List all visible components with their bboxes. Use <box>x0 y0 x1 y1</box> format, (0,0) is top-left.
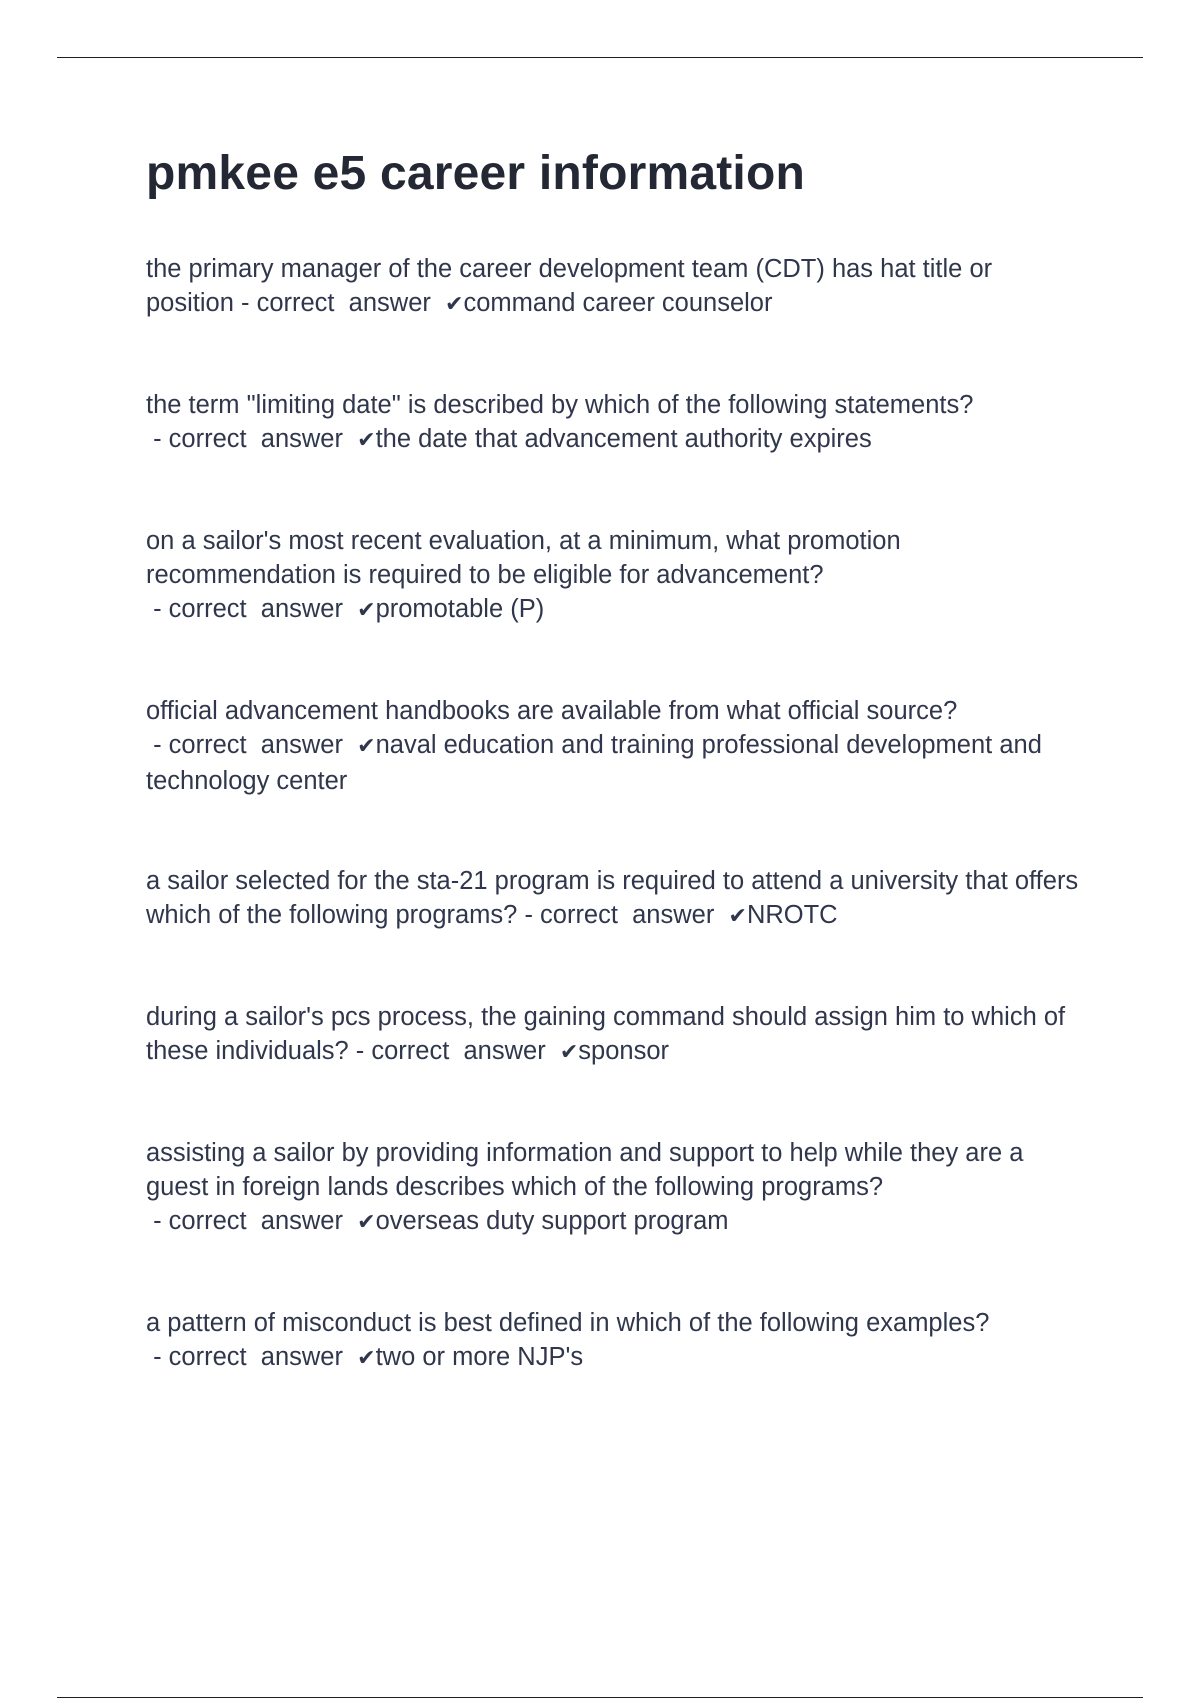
answer-text: the date that advancement authority expires <box>375 425 872 453</box>
document-body <box>146 140 1086 1442</box>
qa-item <box>146 252 1086 322</box>
check-mark-icon: ✔ <box>357 1346 376 1371</box>
answer-separator: - correct answer <box>146 425 358 453</box>
check-mark-icon: ✔ <box>357 734 376 759</box>
answer-separator: - correct answer <box>146 1343 358 1371</box>
answer-separator: - correct answer <box>146 731 358 759</box>
qa-item <box>146 524 1086 628</box>
answer-text: sponsor <box>578 1037 670 1065</box>
question-text: the term "limiting date" is described by which of the following statements? <box>146 391 974 419</box>
question-text: during a sailor's pcs process, the gaining command should assign him to which of these individuals? <box>146 1003 1066 1065</box>
qa-item <box>146 864 1086 934</box>
check-mark-icon: ✔ <box>357 1210 376 1235</box>
qa-item <box>146 1000 1086 1070</box>
bottom-rule <box>57 1697 1143 1698</box>
check-mark-icon: ✔ <box>357 598 376 623</box>
answer-text: two or more NJP's <box>375 1343 584 1371</box>
question-text: a pattern of misconduct is best defined in which of the following examples? <box>146 1309 990 1337</box>
qa-item <box>146 388 1086 458</box>
check-mark-icon: ✔ <box>445 292 464 317</box>
answer-separator: - correct answer <box>517 901 729 929</box>
check-mark-icon: ✔ <box>728 904 747 929</box>
answer-text: overseas duty support program <box>375 1207 729 1235</box>
question-text: a sailor selected for the sta-21 program is required to attend a university that offers which of the following programs? <box>146 867 1079 929</box>
answer-separator: - correct answer <box>233 289 446 317</box>
check-mark-icon: ✔ <box>559 1040 579 1065</box>
answer-separator: - correct answer <box>146 1207 358 1235</box>
answer-separator: - correct answer <box>146 595 358 623</box>
qa-list <box>146 252 1086 1376</box>
question-text: on a sailor's most recent evaluation, at a minimum, what promotion recommendation is required to be eligible for advancement? <box>146 527 901 589</box>
answer-text: command career counselor <box>463 289 773 317</box>
qa-item <box>146 694 1086 798</box>
document-title: pmkee e5 career information <box>146 147 806 200</box>
question-text: official advancement handbooks are available from what official source? <box>146 697 958 725</box>
answer-text: NROTC <box>746 901 838 929</box>
question-text: assisting a sailor by providing information and support to help while they are a guest in foreign lands describes which of the following programs? <box>146 1139 1024 1201</box>
top-rule <box>57 57 1143 58</box>
check-mark-icon: ✔ <box>357 428 376 453</box>
qa-item <box>146 1136 1086 1240</box>
answer-text: naval education and training professional development and technology center <box>146 731 1042 795</box>
question-text: the primary manager of the career development team (CDT) has hat title or position <box>146 255 993 317</box>
answer-separator: - correct answer <box>348 1037 560 1065</box>
qa-item <box>146 1306 1086 1376</box>
answer-text: promotable (P) <box>375 595 545 623</box>
